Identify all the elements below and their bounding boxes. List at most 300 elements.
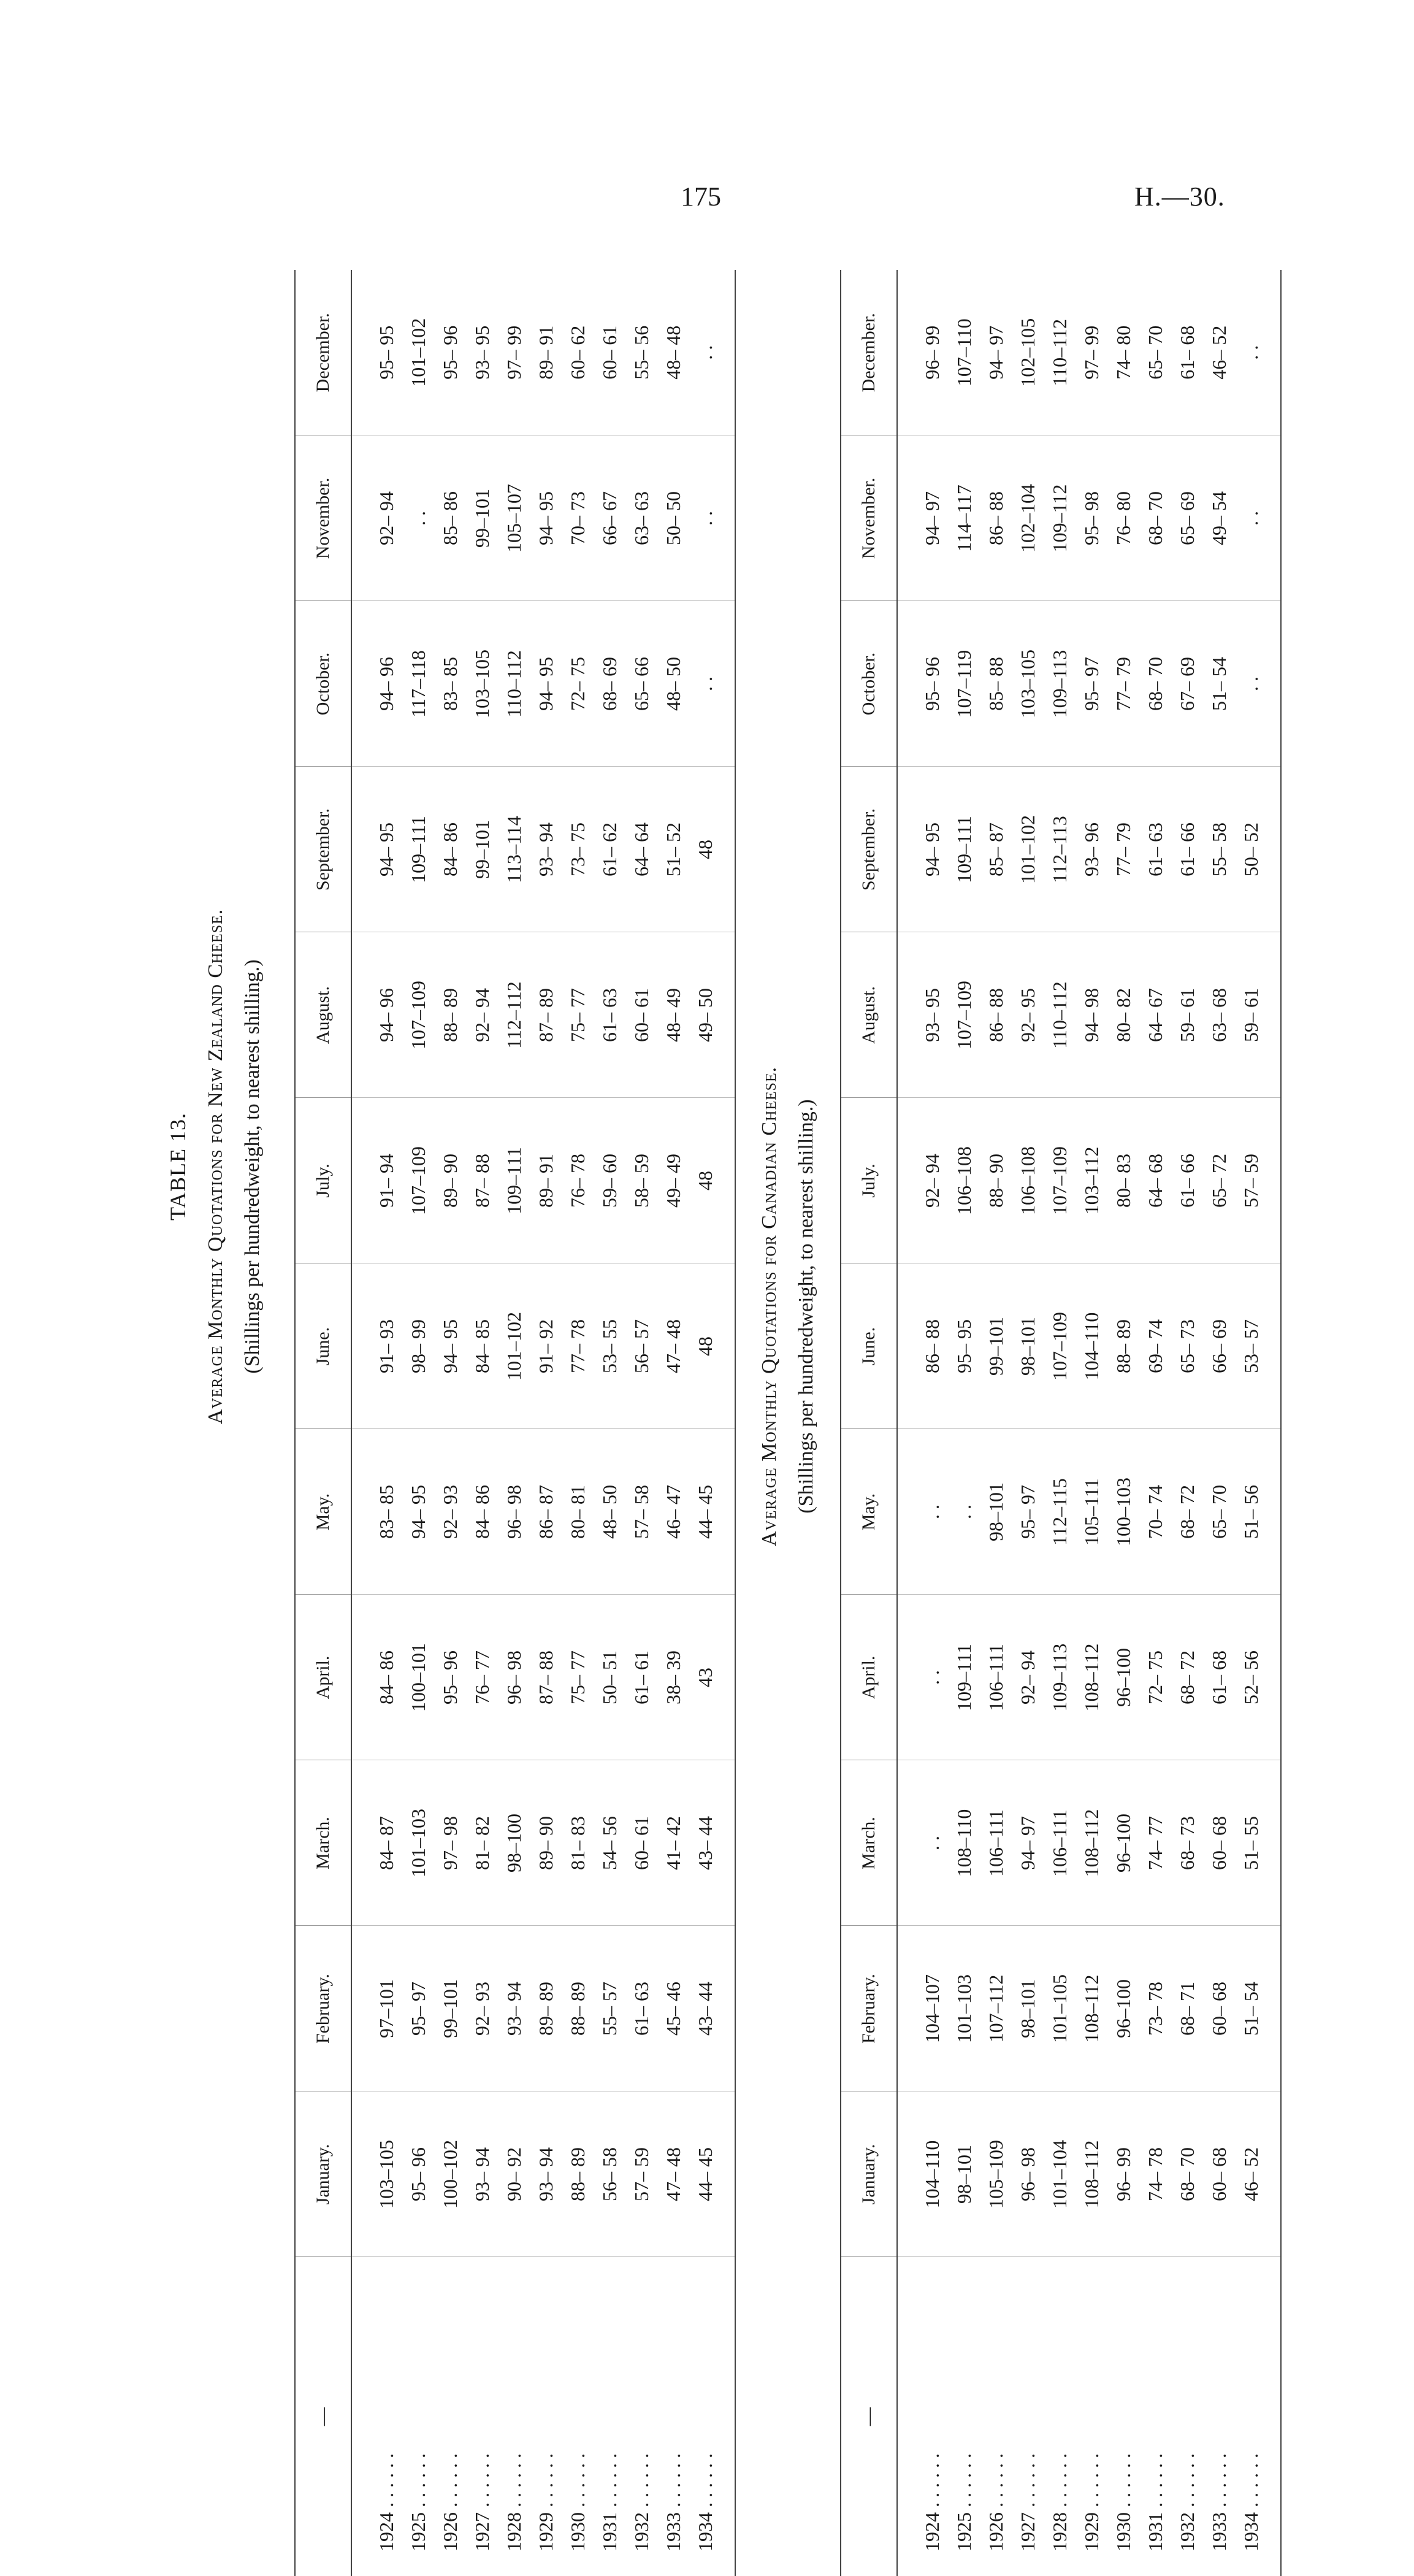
quotation-cell: 105–107 — [498, 435, 530, 601]
quotation-cell: 109–111 — [948, 767, 980, 932]
quotation-cell: 95– 98 — [1076, 435, 1107, 601]
nz-table-title: Average Monthly Quotations for New Zealand Cheese. — [204, 908, 227, 1425]
column-header-month: July. — [295, 1098, 351, 1263]
quotation-cell: 65– 70 — [1203, 1429, 1235, 1595]
nz-table-subtitle: (Shillings per hundredweight, to nearest shilling.) — [241, 959, 264, 1374]
quotation-cell: 61– 63 — [625, 1926, 657, 2091]
quotation-cell: 80– 83 — [1107, 1098, 1139, 1263]
column-header-month: August. — [295, 932, 351, 1098]
quotation-cell: 76– 78 — [562, 1098, 594, 1263]
quotation-cell: 76– 77 — [466, 1595, 498, 1760]
quotation-cell: 94– 95 — [351, 767, 402, 932]
quotation-cell: 99–101 — [466, 435, 498, 601]
column-header-month: May. — [295, 1429, 351, 1595]
quotation-cell: 61– 63 — [594, 932, 625, 1098]
quotation-cell: 88– 89 — [562, 2091, 594, 2257]
year-cell: 1934 . . . . . . — [689, 2257, 735, 2576]
year-cell: 1924 . . . . . . — [921, 2453, 943, 2551]
quotation-cell: 80– 81 — [562, 1429, 594, 1595]
quotation-cell: 57– 59 — [1235, 1098, 1281, 1263]
year-cell: 1924 . . . . . . — [375, 2453, 397, 2551]
quotation-cell: 92– 94 — [1012, 1595, 1044, 1760]
quotation-cell: 104–110 — [1076, 1263, 1107, 1429]
quotation-cell: 70– 74 — [1139, 1429, 1171, 1595]
quotation-cell: 95– 97 — [1076, 601, 1107, 767]
quotation-cell: 107–109 — [402, 1098, 434, 1263]
quotation-cell: 51– 55 — [1235, 1760, 1281, 1926]
quotation-cell: 49– 54 — [1203, 435, 1235, 601]
quotation-cell: 41– 42 — [657, 1760, 689, 1926]
quotation-cell: 96–100 — [1107, 1760, 1139, 1926]
quotation-cell: 75– 77 — [562, 932, 594, 1098]
year-cell: 1927 . . . . . . — [471, 2453, 493, 2551]
quotation-cell: 60– 61 — [625, 932, 657, 1098]
quotation-cell: 98–101 — [980, 1429, 1012, 1595]
quotation-cell: 94– 95 — [530, 435, 562, 601]
quotation-cell: 112–112 — [498, 932, 530, 1098]
quotation-cell: 77– 79 — [1107, 601, 1139, 767]
quotation-cell: 50– 51 — [594, 1595, 625, 1760]
quotation-cell: 109–111 — [402, 767, 434, 932]
quotation-cell: 60– 68 — [1203, 2091, 1235, 2257]
quotation-cell: 96– 99 — [1107, 2091, 1139, 2257]
quotation-cell: 84– 85 — [466, 1263, 498, 1429]
column-header-year: — — [295, 2257, 351, 2576]
quotation-cell: 51– 56 — [1235, 1429, 1281, 1595]
quotation-cell: 51– 54 — [1235, 1926, 1281, 2091]
table-row — [980, 270, 1012, 2576]
quotation-cell: 93– 95 — [897, 932, 948, 1098]
quotation-cell: 92– 93 — [434, 1429, 466, 1595]
quotation-cell: 95– 97 — [1012, 1429, 1044, 1595]
quotation-cell: 101–103 — [948, 1926, 980, 2091]
quotation-cell: 99–101 — [980, 1263, 1012, 1429]
quotation-cell: 89– 91 — [530, 1098, 562, 1263]
quotation-cell: 97–101 — [351, 1926, 402, 2091]
year-cell: 1933 . . . . . . — [662, 2453, 684, 2551]
quotation-cell: 105–109 — [980, 2091, 1012, 2257]
quotation-cell: 109–111 — [498, 1098, 530, 1263]
quotation-cell: 106–111 — [980, 1595, 1012, 1760]
quotation-cell: 89– 91 — [530, 270, 562, 435]
quotation-cell: 101–102 — [402, 270, 434, 435]
quotation-cell: 107–109 — [402, 932, 434, 1098]
quotation-cell: 96–100 — [1107, 1595, 1139, 1760]
quotation-cell: 50– 50 — [657, 435, 689, 601]
quotation-cell: 103–105 — [1012, 601, 1044, 767]
quotation-cell: 53– 55 — [594, 1263, 625, 1429]
column-header-month: June. — [841, 1263, 897, 1429]
column-header-month: November. — [841, 435, 897, 601]
quotation-cell: 56– 57 — [625, 1263, 657, 1429]
column-header-month: September. — [841, 767, 897, 932]
table-row — [402, 270, 434, 2576]
quotation-cell: 74– 78 — [1139, 2091, 1171, 2257]
quotation-cell: 110–112 — [498, 601, 530, 767]
quotation-cell: 107–119 — [948, 601, 980, 767]
year-cell: 1926 . . . . . . — [439, 2453, 461, 2551]
table-row — [1107, 270, 1139, 2576]
year-cell: 1932 . . . . . . — [1176, 2453, 1198, 2551]
table-row — [1171, 270, 1203, 2576]
table-row — [498, 270, 530, 2576]
quotation-cell: 86– 87 — [530, 1429, 562, 1595]
quotation-cell: 108–112 — [1076, 1926, 1107, 2091]
year-cell: 1925 . . . . . . — [407, 2453, 429, 2551]
quotation-cell: 95– 96 — [897, 601, 948, 767]
quotation-cell: 106–111 — [1044, 1760, 1076, 1926]
quotation-cell: 60– 68 — [1203, 1760, 1235, 1926]
year-cell: 1926 . . . . . . — [985, 2453, 1007, 2551]
year-cell: 1930 . . . . . . — [567, 2453, 589, 2551]
table-row — [466, 270, 498, 2576]
table-row — [1044, 270, 1076, 2576]
quotation-cell: 97– 98 — [434, 1760, 466, 1926]
quotation-cell: 96– 98 — [1012, 2091, 1044, 2257]
quotation-cell: 84– 86 — [466, 1429, 498, 1595]
quotation-cell: 47– 48 — [657, 2091, 689, 2257]
quotation-cell: 112–113 — [1044, 767, 1076, 932]
quotation-cell: 46– 47 — [657, 1429, 689, 1595]
quotation-cell: 91– 92 — [530, 1263, 562, 1429]
quotation-cell: 61– 68 — [1171, 270, 1203, 435]
quotation-cell: 89– 89 — [530, 1926, 562, 2091]
column-header-month: March. — [295, 1760, 351, 1926]
quotation-cell: 55– 56 — [625, 270, 657, 435]
quotation-cell: 95– 96 — [434, 270, 466, 435]
quotation-cell: 93– 94 — [498, 1926, 530, 2091]
quotation-cell: 106–108 — [948, 1098, 980, 1263]
table-row — [689, 270, 735, 2576]
quotation-cell: . . — [1235, 601, 1281, 767]
quotation-cell: 68– 72 — [1171, 1595, 1203, 1760]
quotation-cell: 69– 74 — [1139, 1263, 1171, 1429]
quotation-cell: . . — [897, 1760, 948, 1926]
year-cell: 1932 . . . . . . — [630, 2453, 652, 2551]
quotation-cell: . . — [402, 435, 434, 601]
table-row — [351, 270, 402, 2576]
quotation-cell: 68– 71 — [1171, 1926, 1203, 2091]
quotation-cell: 76– 80 — [1107, 435, 1139, 601]
quotation-cell: 86– 88 — [980, 435, 1012, 601]
quotation-cell: 102–104 — [1012, 435, 1044, 601]
quotation-cell: 103–105 — [351, 2091, 402, 2257]
quotation-cell: 51– 54 — [1203, 601, 1235, 767]
quotation-cell: 93– 94 — [530, 2091, 562, 2257]
quotation-cell: 94– 97 — [980, 270, 1012, 435]
quotation-cell: 48– 49 — [657, 932, 689, 1098]
quotation-cell: 46– 52 — [1235, 2091, 1281, 2257]
column-header-month: August. — [841, 932, 897, 1098]
quotation-cell: 61– 68 — [1203, 1595, 1235, 1760]
quotation-cell: 109–113 — [1044, 601, 1076, 767]
quotation-cell: . . — [1235, 435, 1281, 601]
quotation-cell: 83– 85 — [351, 1429, 402, 1595]
quotation-cell: 48 — [689, 1098, 735, 1263]
quotation-cell: 75– 77 — [562, 1595, 594, 1760]
column-header-month: November. — [295, 435, 351, 601]
quotation-cell: 95– 95 — [948, 1263, 980, 1429]
quotation-cell: 55– 58 — [1203, 767, 1235, 932]
quotation-cell: 92– 93 — [466, 1926, 498, 2091]
quotation-cell: 65– 69 — [1171, 435, 1203, 601]
document-reference: H.—30. — [1134, 182, 1225, 212]
quotation-cell: 77– 78 — [562, 1263, 594, 1429]
quotation-cell: 68– 69 — [594, 601, 625, 767]
quotation-cell: . . — [689, 601, 735, 767]
quotation-cell: 68– 70 — [1139, 435, 1171, 601]
table-row — [897, 270, 948, 2576]
column-header-month: October. — [841, 601, 897, 767]
quotation-cell: 96– 99 — [897, 270, 948, 435]
column-header-month: July. — [841, 1098, 897, 1263]
quotation-cell: 55– 57 — [594, 1926, 625, 2091]
quotation-cell: 74– 77 — [1139, 1760, 1171, 1926]
quotation-cell: 96– 98 — [498, 1595, 530, 1760]
page-number: 175 — [681, 182, 721, 212]
quotation-cell: 87– 89 — [530, 932, 562, 1098]
quotation-cell: 104–107 — [897, 1926, 948, 2091]
quotation-cell: 113–114 — [498, 767, 530, 932]
quotation-cell: 81– 82 — [466, 1760, 498, 1926]
quotation-cell: 61– 61 — [625, 1595, 657, 1760]
header-row — [295, 270, 351, 2576]
quotation-cell: 96– 98 — [498, 1429, 530, 1595]
quotation-cell: 60– 68 — [1203, 1926, 1235, 2091]
quotation-cell: 38– 39 — [657, 1595, 689, 1760]
quotation-cell: 93– 95 — [466, 270, 498, 435]
quotation-cell: 84– 86 — [351, 1595, 402, 1760]
header-row — [841, 270, 897, 2576]
quotation-cell: 86– 88 — [897, 1263, 948, 1429]
nz-quotations-table — [294, 270, 736, 2576]
column-header-month: December. — [841, 270, 897, 435]
year-cell: 1930 . . . . . . — [1112, 2453, 1134, 2551]
quotation-cell: 94– 95 — [897, 767, 948, 932]
column-header-year: — — [841, 2257, 897, 2576]
quotation-cell: 88– 89 — [434, 932, 466, 1098]
quotation-cell: 77– 79 — [1107, 767, 1139, 932]
quotation-cell: 61– 63 — [1139, 767, 1171, 932]
column-header-month: February. — [841, 1926, 897, 2091]
table-row — [1012, 270, 1044, 2576]
quotation-cell: 103–112 — [1076, 1098, 1107, 1263]
quotation-cell: 89– 90 — [434, 1098, 466, 1263]
quotation-cell: 52– 56 — [1235, 1595, 1281, 1760]
quotation-cell: 90– 92 — [498, 2091, 530, 2257]
quotation-cell: 50– 52 — [1235, 767, 1281, 932]
quotation-cell: 44– 45 — [689, 2091, 735, 2257]
quotation-cell: 101–104 — [1044, 2091, 1076, 2257]
quotation-cell: 94– 98 — [1076, 932, 1107, 1098]
quotation-cell: 92– 94 — [466, 932, 498, 1098]
quotation-cell: 60– 61 — [594, 270, 625, 435]
quotation-cell: 94– 96 — [351, 932, 402, 1098]
canadian-cheese-table — [840, 270, 1262, 2576]
table-row — [657, 270, 689, 2576]
table-row — [1203, 270, 1235, 2576]
quotation-cell: 87– 88 — [466, 1098, 498, 1263]
quotation-cell: 45– 46 — [657, 1926, 689, 2091]
quotation-cell: 60– 61 — [625, 1760, 657, 1926]
table-row — [594, 270, 625, 2576]
canadian-quotations-table — [840, 270, 1282, 2576]
nz-cheese-table — [294, 270, 716, 2576]
quotation-cell: 49– 50 — [689, 932, 735, 1098]
quotation-cell: 81– 83 — [562, 1760, 594, 1926]
column-header-month: May. — [841, 1429, 897, 1595]
quotation-cell: 91– 94 — [351, 1098, 402, 1263]
quotation-cell: 97– 99 — [498, 270, 530, 435]
quotation-cell: 84– 87 — [351, 1760, 402, 1926]
quotation-cell: 74– 80 — [1107, 270, 1139, 435]
canadian-table-title: Average Monthly Quotations for Canadian Cheese. — [758, 1066, 781, 1547]
quotation-cell: 105–111 — [1076, 1429, 1107, 1595]
table-label: TABLE 13. — [166, 1112, 190, 1221]
quotation-cell: 101–103 — [402, 1760, 434, 1926]
quotation-cell: 57– 58 — [625, 1429, 657, 1595]
quotation-cell: 94– 97 — [1012, 1760, 1044, 1926]
quotation-cell: 92– 94 — [897, 1098, 948, 1263]
quotation-cell: 94– 96 — [351, 601, 402, 767]
quotation-cell: 112–115 — [1044, 1429, 1076, 1595]
quotation-cell: 100–102 — [434, 2091, 466, 2257]
quotation-cell: 108–112 — [1076, 2091, 1107, 2257]
quotation-cell: 43 — [689, 1595, 735, 1760]
table-row — [434, 270, 466, 2576]
column-header-month: January. — [295, 2091, 351, 2257]
year-cell: 1925 . . . . . . — [953, 2453, 975, 2551]
quotation-cell: 64– 64 — [625, 767, 657, 932]
quotation-cell: 101–102 — [498, 1263, 530, 1429]
quotation-cell: 109–111 — [948, 1595, 980, 1760]
column-header-month: March. — [841, 1760, 897, 1926]
quotation-cell: 103–105 — [466, 601, 498, 767]
column-header-month: January. — [841, 2091, 897, 2257]
quotation-cell: 64– 67 — [1139, 932, 1171, 1098]
year-cell: 1934 . . . . . . — [1235, 2257, 1281, 2576]
quotation-cell: . . — [948, 1429, 980, 1595]
table-row — [562, 270, 594, 2576]
quotation-cell: 109–112 — [1044, 435, 1076, 601]
quotation-cell: 98–100 — [498, 1760, 530, 1926]
quotation-cell: 95– 95 — [351, 270, 402, 435]
quotation-cell: 92– 95 — [1012, 932, 1044, 1098]
quotation-cell: 98–101 — [1012, 1263, 1044, 1429]
quotation-cell: 83– 85 — [434, 601, 466, 767]
year-cell: 1929 . . . . . . — [1080, 2453, 1103, 2551]
quotation-cell: 73– 78 — [1139, 1926, 1171, 2091]
quotation-cell: 106–108 — [1012, 1098, 1044, 1263]
quotation-cell: 66– 67 — [594, 435, 625, 601]
quotation-cell: 106–111 — [980, 1760, 1012, 1926]
year-cell: 1931 . . . . . . — [598, 2453, 621, 2551]
quotation-cell: 95– 96 — [434, 1595, 466, 1760]
quotation-cell: 104–110 — [897, 2091, 948, 2257]
quotation-cell: 51– 52 — [657, 767, 689, 932]
quotation-cell: 64– 68 — [1139, 1098, 1171, 1263]
quotation-cell: 99–101 — [466, 767, 498, 932]
quotation-cell: 54– 56 — [594, 1760, 625, 1926]
column-header-month: September. — [295, 767, 351, 932]
quotation-cell: 84– 86 — [434, 767, 466, 932]
quotation-cell: 68– 70 — [1171, 2091, 1203, 2257]
quotation-cell: 48– 50 — [657, 601, 689, 767]
quotation-cell: 87– 88 — [530, 1595, 562, 1760]
year-cell: 1933 . . . . . . — [1208, 2453, 1230, 2551]
quotation-cell: 43– 44 — [689, 1926, 735, 2091]
quotation-cell: 46– 52 — [1203, 270, 1235, 435]
quotation-cell: 60– 62 — [562, 270, 594, 435]
quotation-cell: 61– 66 — [1171, 767, 1203, 932]
quotation-cell: 72– 75 — [562, 601, 594, 767]
quotation-cell: 68– 73 — [1171, 1760, 1203, 1926]
quotation-cell: 57– 59 — [625, 2091, 657, 2257]
quotation-cell: 61– 66 — [1171, 1098, 1203, 1263]
quotation-cell: 114–117 — [948, 435, 980, 601]
table-row — [1139, 270, 1171, 2576]
quotation-cell: 100–103 — [1107, 1429, 1139, 1595]
quotation-cell: 56– 58 — [594, 2091, 625, 2257]
quotation-cell: 73– 75 — [562, 767, 594, 932]
quotation-cell: 72– 75 — [1139, 1595, 1171, 1760]
quotation-cell: 86– 88 — [980, 932, 1012, 1098]
year-cell: 1931 . . . . . . — [1144, 2453, 1166, 2551]
quotation-cell: 70– 73 — [562, 435, 594, 601]
quotation-cell: 65– 73 — [1171, 1263, 1203, 1429]
quotation-cell: 107–112 — [980, 1926, 1012, 2091]
quotation-cell: 59– 61 — [1235, 932, 1281, 1098]
table-row — [625, 270, 657, 2576]
quotation-cell: 110–112 — [1044, 932, 1076, 1098]
quotation-cell: . . — [897, 1595, 948, 1760]
quotation-cell: 80– 82 — [1107, 932, 1139, 1098]
quotation-cell: 94– 95 — [530, 601, 562, 767]
year-cell: 1928 . . . . . . — [503, 2453, 525, 2551]
quotation-cell: 94– 95 — [402, 1429, 434, 1595]
quotation-cell: 93– 94 — [530, 767, 562, 932]
quotation-cell: 43– 44 — [689, 1760, 735, 1926]
quotation-cell: 109–113 — [1044, 1595, 1076, 1760]
quotation-cell: 44– 45 — [689, 1429, 735, 1595]
column-header-month: December. — [295, 270, 351, 435]
quotation-cell: 68– 72 — [1171, 1429, 1203, 1595]
quotation-cell: 107–109 — [1044, 1098, 1076, 1263]
quotation-cell: 99–101 — [434, 1926, 466, 2091]
quotation-cell: 102–105 — [1012, 270, 1044, 435]
quotation-cell: 96–100 — [1107, 1926, 1139, 2091]
quotation-cell: 65– 70 — [1139, 270, 1171, 435]
quotation-cell: 63– 68 — [1203, 932, 1235, 1098]
quotation-cell: 88– 90 — [980, 1098, 1012, 1263]
quotation-cell: 94– 97 — [897, 435, 948, 601]
quotation-cell: 68– 70 — [1139, 601, 1171, 767]
quotation-cell: 98–101 — [1012, 1926, 1044, 2091]
column-header-month: February. — [295, 1926, 351, 2091]
table-row — [530, 270, 562, 2576]
quotation-cell: 108–110 — [948, 1760, 980, 1926]
quotation-cell: 93– 94 — [466, 2091, 498, 2257]
canadian-table-subtitle: (Shillings per hundredweight, to nearest shilling.) — [795, 1099, 817, 1514]
quotation-cell: 92– 94 — [351, 435, 402, 601]
column-header-month: April. — [295, 1595, 351, 1760]
quotation-cell: 59– 60 — [594, 1098, 625, 1263]
quotation-cell: 48 — [689, 1263, 735, 1429]
quotation-cell: 98–101 — [948, 2091, 980, 2257]
table-row — [1235, 270, 1281, 2576]
quotation-cell: 66– 69 — [1203, 1263, 1235, 1429]
quotation-cell: . . — [689, 270, 735, 435]
